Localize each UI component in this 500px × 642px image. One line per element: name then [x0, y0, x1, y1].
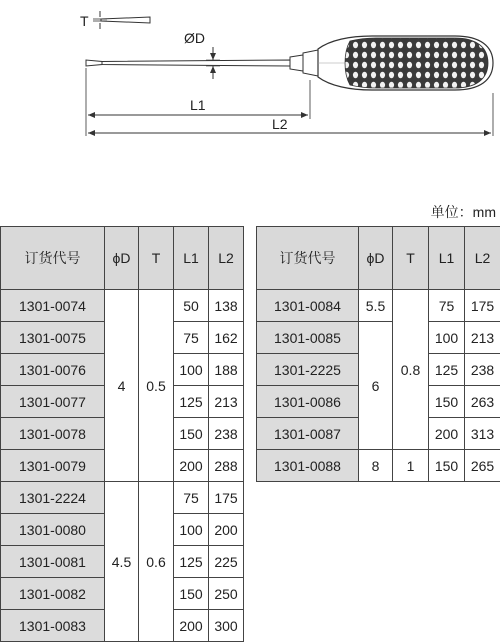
order-code-cell: 1301-0080: [1, 514, 105, 546]
screwdriver-body: [86, 36, 493, 90]
l1-cell: 50: [174, 290, 209, 322]
order-code-cell: 1301-0087: [257, 418, 359, 450]
header-l1: L1: [429, 227, 465, 290]
header-order-code: 订货代号: [257, 227, 359, 290]
l1-cell: 75: [174, 322, 209, 354]
table-row: [1, 482, 244, 514]
l2-dimension: [88, 116, 491, 133]
l2-cell: 300: [209, 610, 244, 642]
thickness-cell: 1: [393, 450, 429, 482]
header-diameter: ϕD: [105, 227, 139, 290]
order-code-cell: 1301-0086: [257, 386, 359, 418]
order-code-cell: 1301-0078: [1, 418, 105, 450]
spec-table-right: [256, 226, 500, 482]
l1-cell: 100: [174, 354, 209, 386]
table-header-row: [1, 227, 244, 290]
d-dim-label: ØD: [184, 30, 205, 46]
l1-cell: 150: [174, 578, 209, 610]
screwdriver-drawing: [0, 0, 500, 150]
l1-cell: 200: [429, 418, 465, 450]
spec-table-left: [0, 226, 244, 642]
l2-cell: 250: [209, 578, 244, 610]
l2-cell: 175: [209, 482, 244, 514]
l2-cell: 188: [209, 354, 244, 386]
blade-tip-detail: [80, 11, 150, 29]
order-code-cell: 1301-0076: [1, 354, 105, 386]
order-code-cell: 1301-0081: [1, 546, 105, 578]
l2-cell: 213: [465, 322, 500, 354]
t-dim-label: T: [80, 13, 89, 29]
l1-cell: 150: [429, 386, 465, 418]
l2-cell: 238: [465, 354, 500, 386]
l2-cell: 265: [465, 450, 500, 482]
l1-cell: 125: [174, 546, 209, 578]
order-code-cell: 1301-0074: [1, 290, 105, 322]
l2-cell: 175: [465, 290, 500, 322]
l1-cell: 75: [174, 482, 209, 514]
l1-dimension: [88, 97, 308, 115]
thickness-cell: 0.6: [139, 482, 174, 642]
diameter-cell: 4: [105, 290, 139, 482]
l2-cell: 162: [209, 322, 244, 354]
l1-cell: 200: [174, 610, 209, 642]
diameter-cell: 5.5: [359, 290, 393, 322]
order-code-cell: 1301-0079: [1, 450, 105, 482]
l2-cell: 238: [209, 418, 244, 450]
order-code-cell: 1301-0085: [257, 322, 359, 354]
order-code-cell: 1301-0082: [1, 578, 105, 610]
l2-cell: 138: [209, 290, 244, 322]
l2-cell: 225: [209, 546, 244, 578]
diameter-dimension: [184, 30, 220, 79]
header-l1: L1: [174, 227, 209, 290]
header-thickness: T: [393, 227, 429, 290]
l2-cell: 200: [209, 514, 244, 546]
table-row: [257, 290, 500, 322]
header-diameter: ϕD: [359, 227, 393, 290]
l1-cell: 100: [429, 322, 465, 354]
l2-cell: 213: [209, 386, 244, 418]
l2-cell: 288: [209, 450, 244, 482]
thickness-cell: 0.8: [393, 290, 429, 450]
order-code-cell: 1301-0075: [1, 322, 105, 354]
header-thickness: T: [139, 227, 174, 290]
order-code-cell: 1301-0083: [1, 610, 105, 642]
l1-dim-label: L1: [190, 97, 206, 113]
l1-cell: 125: [174, 386, 209, 418]
table-row: [257, 322, 500, 354]
l1-cell: 200: [174, 450, 209, 482]
l1-cell: 150: [429, 450, 465, 482]
l1-cell: 75: [429, 290, 465, 322]
l1-cell: 125: [429, 354, 465, 386]
header-l2: L2: [465, 227, 500, 290]
header-order-code: 订货代号: [1, 227, 105, 290]
order-code-cell: 1301-2225: [257, 354, 359, 386]
order-code-cell: 1301-2224: [1, 482, 105, 514]
l1-cell: 150: [174, 418, 209, 450]
thickness-cell: 0.5: [139, 290, 174, 482]
order-code-cell: 1301-0077: [1, 386, 105, 418]
l2-cell: 313: [465, 418, 500, 450]
table-row: [1, 290, 244, 322]
diameter-cell: 6: [359, 322, 393, 450]
l1-cell: 100: [174, 514, 209, 546]
order-code-cell: 1301-0088: [257, 450, 359, 482]
l2-cell: 263: [465, 386, 500, 418]
table-row: [257, 450, 500, 482]
header-l2: L2: [209, 227, 244, 290]
order-code-cell: 1301-0084: [257, 290, 359, 322]
unit-label: 单位：mm: [431, 202, 496, 222]
diameter-cell: 8: [359, 450, 393, 482]
table-header-row: [257, 227, 500, 290]
diameter-cell: 4.5: [105, 482, 139, 642]
l2-dim-label: L2: [272, 116, 288, 132]
